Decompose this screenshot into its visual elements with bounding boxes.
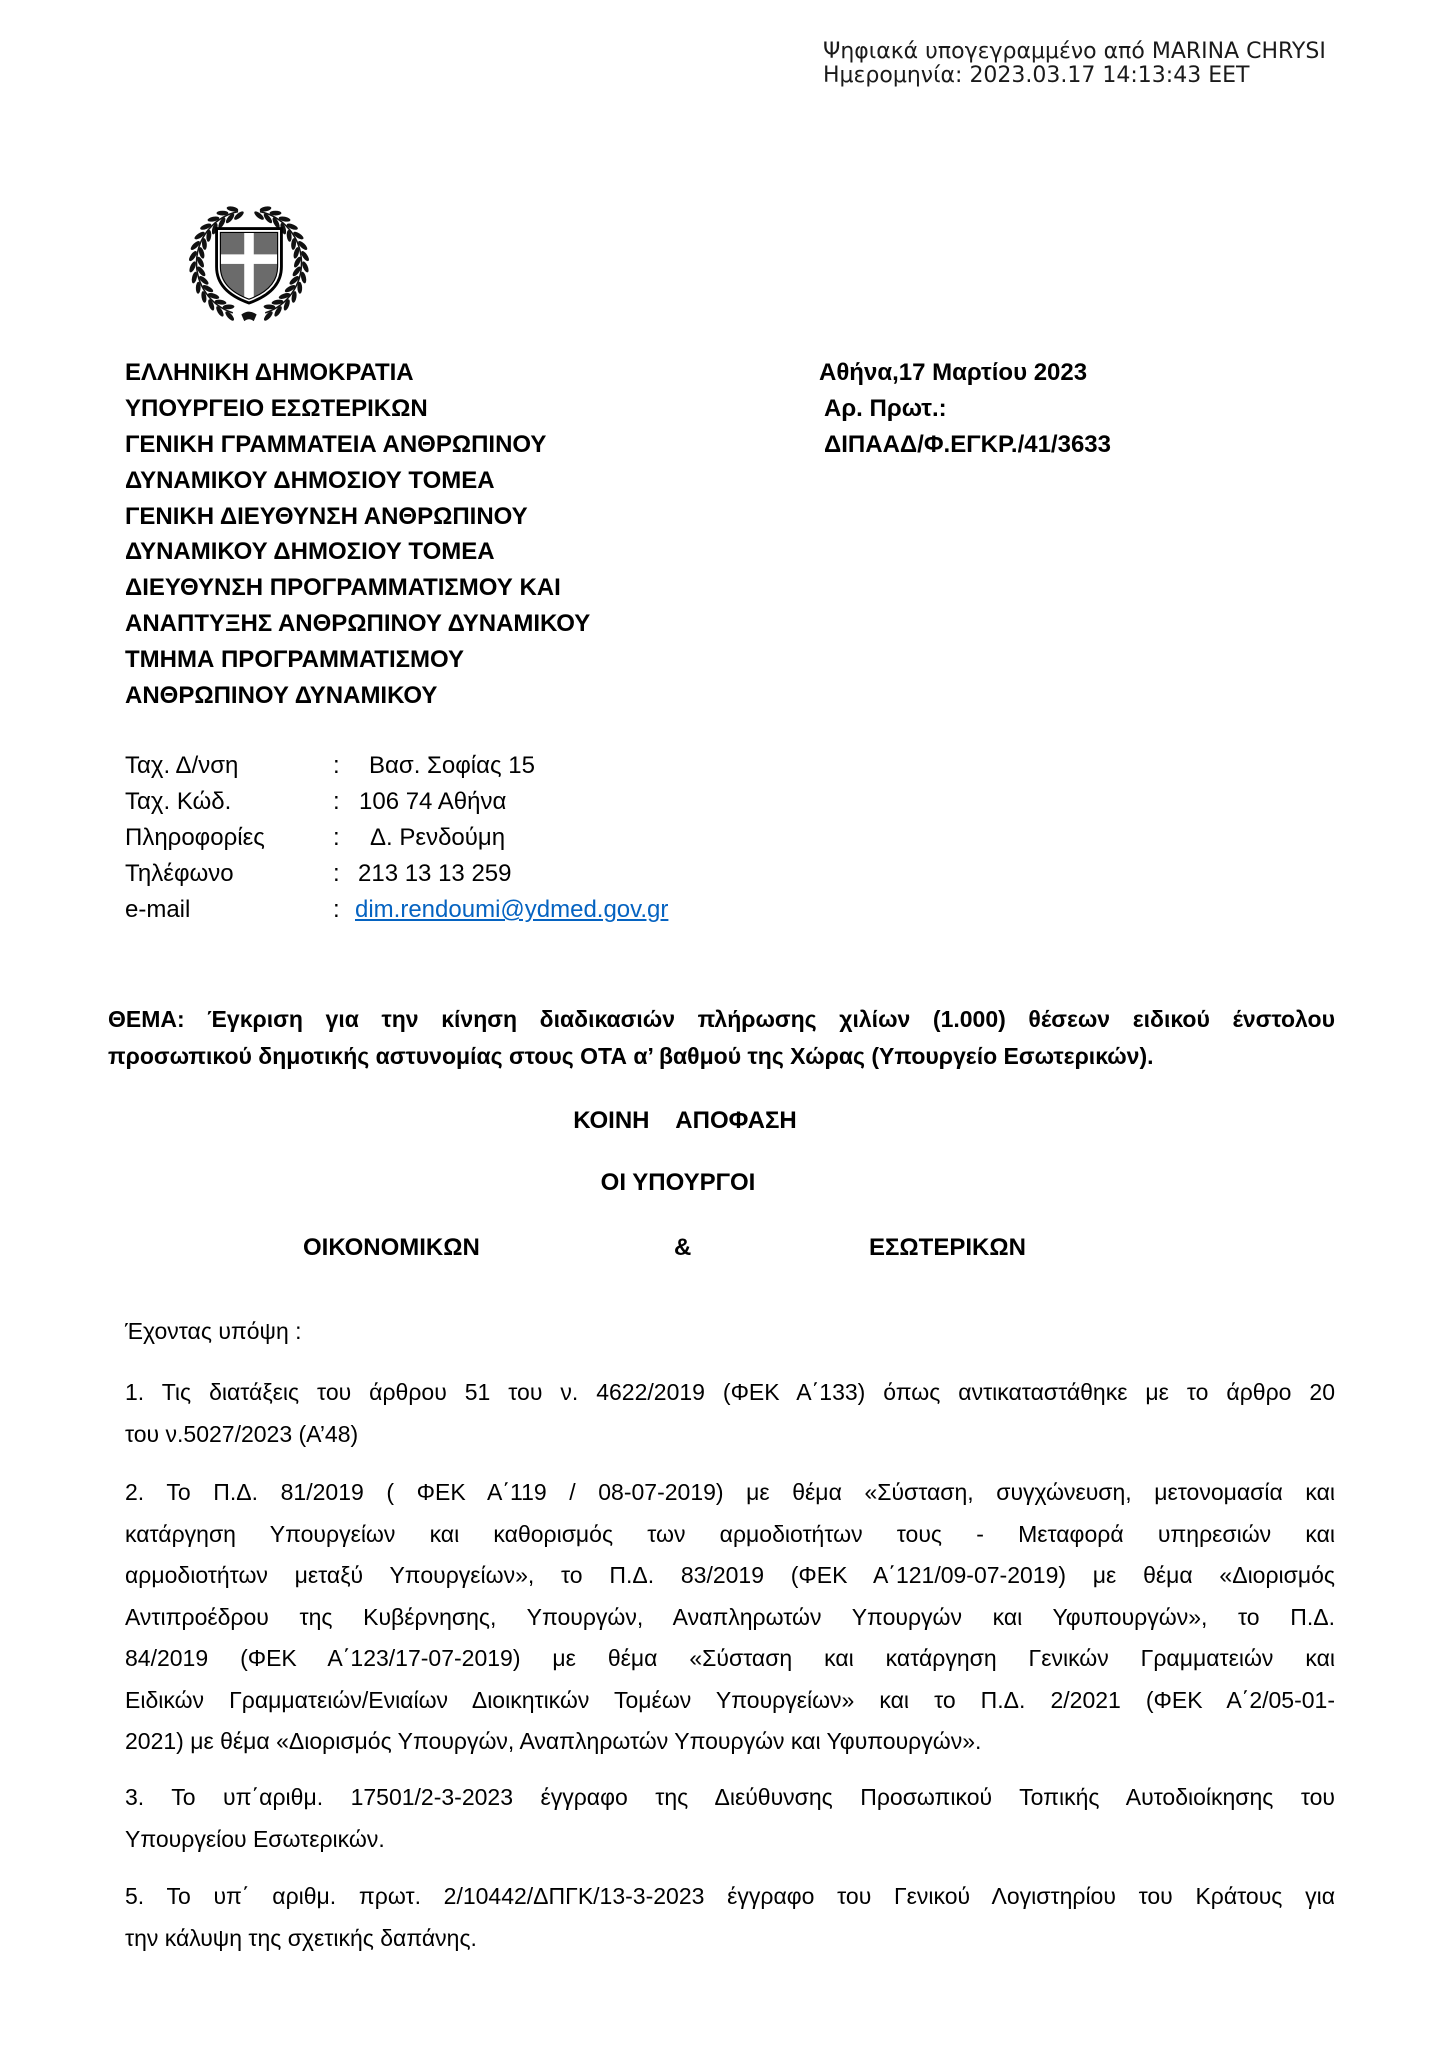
considering-item (125, 1876, 1335, 1959)
contact-label: e-mail (125, 896, 191, 923)
contact-row-address (125, 748, 825, 784)
laurel-leaf (278, 292, 291, 300)
considering-line: Αντιπροέδρου της Κυβέρνησης, Υπουργών, Αναπληρωτών Υπουργών και Υφυπουργών», το Π.Δ. (125, 1603, 1335, 1630)
contact-separator: : (333, 896, 340, 923)
cross-horizontal-bar (216, 254, 283, 264)
contact-separator: : (333, 788, 340, 815)
contact-block (125, 748, 825, 928)
issuer-line: ΥΠΟΥΡΓΕΙΟ ΕΣΩΤΕΡΙΚΩΝ (125, 394, 428, 422)
laurel-leaf (207, 299, 216, 312)
contact-separator: : (333, 824, 340, 851)
contact-row-information (125, 820, 825, 856)
considering-line: του ν.5027/2023 (Α’48) (125, 1420, 359, 1447)
considering-line: 3. Το υπ΄αριθμ. 17501/2-3-2023 έγγραφο της Διεύθυνσης Προσωπικού Τοπικής Αυτοδιοίκησης του (125, 1784, 1335, 1810)
signature-date-line: Ημερομηνία: 2023.03.17 14:13:43 EET (823, 63, 1250, 88)
subject-line: ΘΕΜΑ: Έγκριση για την κίνηση διαδικασιών πλήρωσης χιλίων (1.000) θέσεων ειδικού ένστολου (108, 1006, 1335, 1032)
digital-signature-stamp (823, 40, 1326, 88)
laurel-leaf (283, 299, 292, 312)
considering-line: 5. Το υπ΄ αριθμ. πρωτ. 2/10442/ΔΠΓΚ/13-3-2023 έγγραφο του Γενικού Λογιστηρίου του Κράτους για (125, 1883, 1335, 1909)
considering-line: την κάλυψη της σχετικής δαπάνης. (125, 1924, 477, 1951)
document-date: Αθήνα,17 Μαρτίου 2023 (819, 359, 1088, 386)
contact-label: Ταχ. Κώδ. (125, 788, 232, 815)
ministers-heading: ΟΙ ΥΠΟΥΡΓΟΙ (600, 1169, 756, 1196)
subject-paragraph (108, 1001, 1335, 1075)
issuer-line: ΑΝΘΡΩΠΙΝΟΥ ΔΥΝΑΜΙΚΟΥ (125, 682, 438, 710)
issuer-line: ΑΝΑΠΤΥΞΗΣ ΑΝΘΡΩΠΙΝΟΥ ΔΥΝΑΜΙΚΟΥ (125, 610, 591, 638)
ministry-finance: ΟΙΚΟΝΟΜΙΚΩΝ (303, 1234, 480, 1261)
document-meta (819, 355, 1111, 463)
considering-line: Υπουργείου Εσωτερικών. (125, 1825, 385, 1852)
issuer-line: ΓΕΝΙΚΗ ΓΡΑΜΜΑΤΕΙΑ ΑΝΘΡΩΠΙΝΟΥ (125, 430, 547, 458)
considering-item (125, 1372, 1335, 1455)
contact-separator: : (333, 752, 340, 779)
ministries-ampersand: & (674, 1234, 692, 1261)
contact-separator: : (333, 860, 340, 887)
issuer-line: ΔΙΕΥΘΥΝΣΗ ΠΡΟΓΡΑΜΜΑΤΙΣΜΟΥ ΚΑΙ (125, 574, 561, 602)
laurel-leaf (253, 210, 265, 221)
considering-line: 2021) με θέμα «Διορισμός Υπουργών, Αναπληρωτών Υπουργών και Υφυπουργών». (125, 1728, 982, 1754)
considering-line: 2. Το Π.Δ. 81/2019 ( ΦΕΚ Α΄119 / 08-07-2019) με θέμα «Σύσταση, συγχώνευση, μετονομασία και (125, 1479, 1335, 1505)
shield-field (216, 229, 283, 305)
ribbon (241, 312, 256, 322)
contact-value: Βασ. Σοφίας 15 (369, 752, 535, 779)
subject-line: προσωπικού δημοτικής αστυνομίας στους ΟΤΑ α’ βαθμού της Χώρας (Υπουργείο Εσωτερικών). (108, 1043, 1154, 1069)
issuer-line: ΓΕΝΙΚΗ ΔΙΕΥΘΥΝΣΗ ΑΝΘΡΩΠΙΝΟΥ (125, 502, 528, 530)
contact-row-email (125, 892, 825, 928)
issuer-line: ΕΛΛΗΝΙΚΗ ΔΗΜΟΚΡΑΤΙΑ (125, 359, 414, 386)
contact-row-phone (125, 856, 825, 892)
ministry-interior: ΕΣΩΤΕΡΙΚΩΝ (869, 1234, 1026, 1261)
contact-value: 106 74 Αθήνα (359, 788, 507, 815)
issuer-line: ΤΜΗΜΑ ΠΡΟΓΡΑΜΜΑΤΙΣΜΟΥ (125, 646, 465, 674)
issuer-line: ΔΥΝΑΜΙΚΟΥ ΔΗΜΟΣΙΟΥ ΤΟΜΕΑ (125, 538, 495, 566)
laurel-leaf (286, 222, 299, 231)
laurel-leaf (199, 222, 212, 231)
considering-line: 1. Τις διατάξεις του άρθρου 51 του ν. 4622/2019 (ΦΕΚ Α΄133) όπως αντικαταστάθηκε με το άρθρο 20 (125, 1379, 1335, 1405)
issuer-line: ΔΥΝΑΜΙΚΟΥ ΔΗΜΟΣΙΟΥ ΤΟΜΕΑ (125, 466, 495, 494)
greek-coat-of-arms-icon (185, 200, 313, 324)
considering-line: αρμοδιοτήτων μεταξύ Υπουργείων», το Π.Δ. 83/2019 (ΦΕΚ Α΄121/09-07-2019) με θέμα «Διορισμός (125, 1562, 1335, 1588)
considering-intro: Έχοντας υπόψη : (125, 1318, 302, 1344)
considering-item (125, 1777, 1335, 1860)
protocol-label: Αρ. Πρωτ.: (824, 394, 947, 422)
issuer-block (125, 355, 590, 714)
considering-item (125, 1472, 1335, 1763)
signature-signer-line: Ψηφιακά υπογεγραμμένο από MARINA CHRYSI (823, 39, 1326, 64)
laurel-leaf (217, 211, 229, 216)
contact-value: 213 13 13 259 (358, 860, 512, 887)
email-link[interactable]: dim.rendoumi@ydmed.gov.gr (355, 896, 669, 923)
contact-value: Δ. Ρενδούμη (370, 824, 506, 851)
contact-label: Ταχ. Δ/νση (125, 752, 239, 779)
contact-label: Τηλέφωνο (125, 860, 234, 887)
laurel-leaf (270, 211, 282, 216)
protocol-number: ΔΙΠΑΑΔ/Φ.ΕΓΚΡ./41/3633 (824, 430, 1111, 458)
considering-line: κατάργηση Υπουργείων και καθορισμός των αρμοδιοτήτων τους - Μεταφορά υπηρεσιών και (125, 1520, 1335, 1547)
laurel-leaf (207, 292, 220, 300)
contact-row-postcode (125, 784, 825, 820)
decision-title: ΚΟΙΝΗ ΑΠΟΦΑΣΗ (573, 1107, 797, 1134)
laurel-leaf (233, 210, 245, 221)
considering-line: 84/2019 (ΦΕΚ Α΄123/17-07-2019) με θέμα «Σύσταση και κατάργηση Γενικών Γραμματειών και (125, 1645, 1335, 1671)
cross-vertical-bar (244, 229, 254, 305)
considering-line: Ειδικών Γραμματειών/Ενιαίων Διοικητικών Τομέων Υπουργείων» και το Π.Δ. 2/2021 (ΦΕΚ Α΄2/05-01- (125, 1686, 1335, 1713)
contact-label: Πληροφορίες (125, 824, 265, 851)
